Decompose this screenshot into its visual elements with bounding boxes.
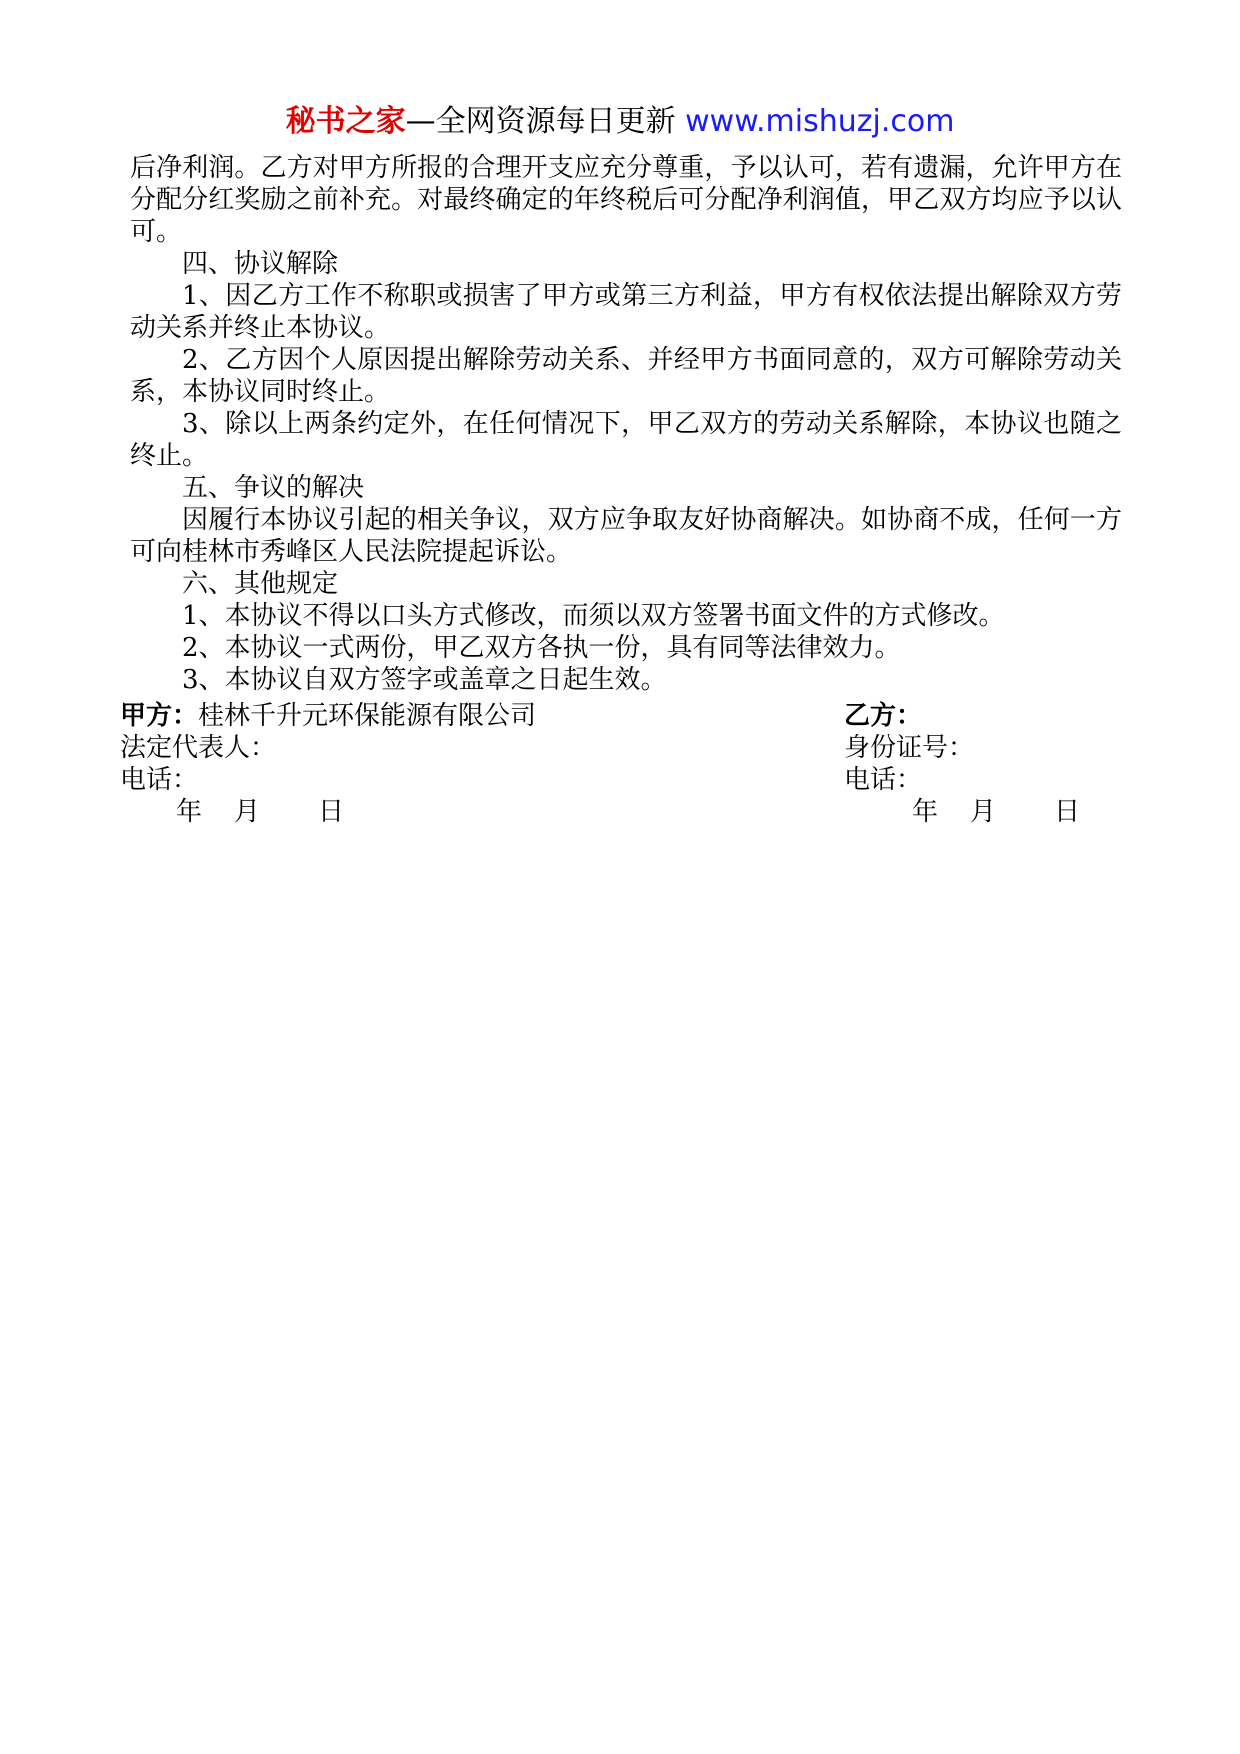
section-heading: 五、争议的解决 <box>182 473 365 503</box>
site-url-link[interactable]: www.mishuzj.com <box>685 104 955 139</box>
clause: 1、本协议不得以口头方式修改，而须以双方签署书面文件的方式修改。 <box>182 601 1005 631</box>
site-tagline: —全网资源每日更新 <box>405 104 686 139</box>
date-day: 日 <box>1054 797 1081 827</box>
clause: 3、除以上两条约定外，在任何情况下，甲乙双方的劳动关系解除，本协议也随之终止。 <box>130 409 1122 471</box>
clause: 2、本协议一式两份，甲乙双方各执一份，具有同等法律效力。 <box>182 633 901 663</box>
paragraph: 后净利润。乙方对甲方所报的合理开支应充分尊重，予以认可，若有遗漏，允许甲方在分配分红奖励之前补充。对最终确定的年终税后可分配净利润值，甲乙双方均应予以认可。 <box>130 153 1122 247</box>
site-header <box>0 102 1240 142</box>
date-month: 月 <box>970 797 997 827</box>
party-a-representative: 法定代表人： <box>120 733 277 763</box>
party-b-date <box>912 796 1080 828</box>
party-b-phone: 电话： <box>844 765 923 795</box>
party-a-phone: 电话： <box>120 765 199 795</box>
date-day: 日 <box>318 797 345 827</box>
date-year: 年 <box>176 797 203 827</box>
agreement-body <box>130 152 1122 696</box>
date-month: 月 <box>234 797 261 827</box>
party-b-id-number: 身份证号： <box>844 733 975 763</box>
clause: 3、本协议自双方签字或盖章之日起生效。 <box>182 665 667 695</box>
party-a-label: 甲方： <box>120 701 199 731</box>
section-heading: 六、其他规定 <box>182 569 339 599</box>
party-b-signature-block <box>844 700 974 796</box>
party-a-line <box>120 700 536 732</box>
party-a-date <box>176 796 344 828</box>
party-a-signature-block <box>120 700 536 796</box>
party-b-label: 乙方： <box>844 701 923 731</box>
site-brand: 秘书之家 <box>285 104 406 139</box>
clause: 2、乙方因个人原因提出解除劳动关系、并经甲方书面同意的，双方可解除劳动关系，本协议同时终止。 <box>130 345 1122 407</box>
clause: 因履行本协议引起的相关争议，双方应争取友好协商解决。如协商不成，任何一方可向桂林市秀峰区人民法院提起诉讼。 <box>130 505 1122 567</box>
date-year: 年 <box>912 797 939 827</box>
clause: 1、因乙方工作不称职或损害了甲方或第三方利益，甲方有权依法提出解除双方劳动关系并终止本协议。 <box>130 281 1122 343</box>
section-heading: 四、协议解除 <box>182 249 339 279</box>
party-a-name: 桂林千升元环保能源有限公司 <box>198 701 537 731</box>
